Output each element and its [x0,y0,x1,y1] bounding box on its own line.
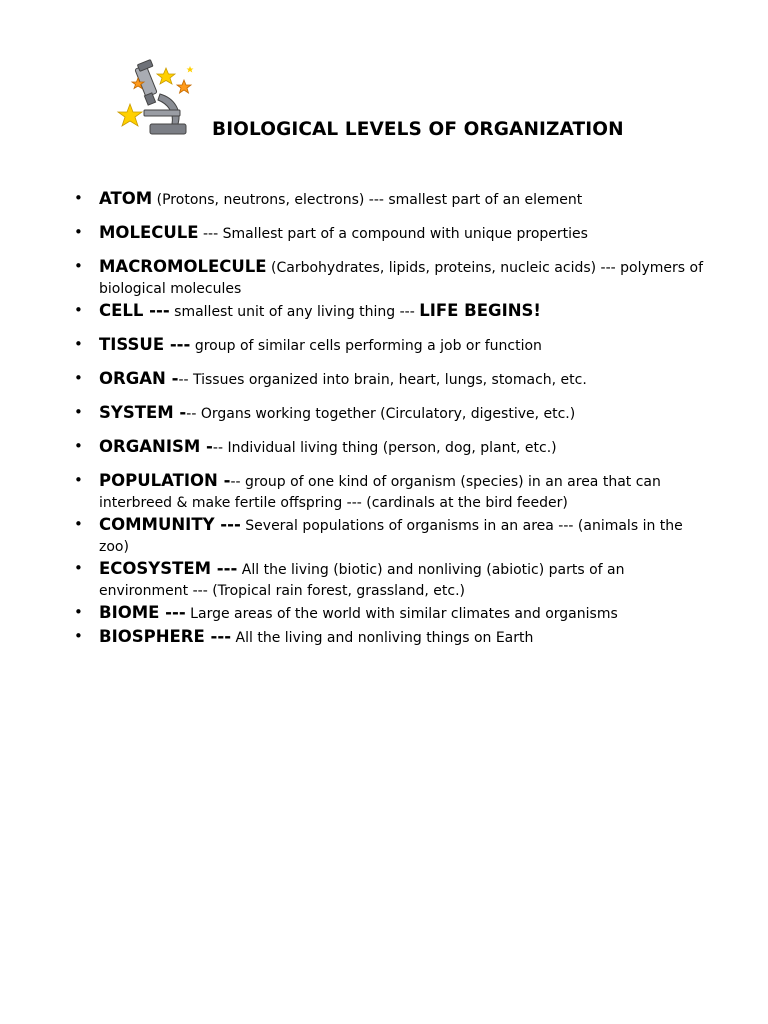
item-term: ORGANISM - [99,437,213,456]
bullet-icon: • [74,403,83,421]
item-desc: (Carbohydrates, lipids, proteins, nucleic acids) --- polymers of biological molecules [99,260,704,297]
bullet-icon: • [74,301,83,319]
list-item-system [74,403,714,424]
item-term: CELL --- [99,301,170,320]
item-desc: -- Organs working together (Circulatory, digestive, etc.) [186,406,576,422]
list-item-population [74,471,714,513]
item-term: ORGAN - [99,369,179,388]
bullet-icon: • [74,603,83,621]
item-term: TISSUE --- [99,335,191,354]
item-desc: All the living (biotic) and nonliving (abiotic) parts of an environment --- (Tropical rain forest, grassland, etc.) [99,562,625,599]
list-item-ecosystem [74,559,714,601]
item-desc: smallest unit of any living thing --- [169,304,420,320]
item-term: SYSTEM - [99,403,187,422]
bullet-icon: • [74,559,83,577]
item-term: ECOSYSTEM --- [99,559,238,578]
bullet-icon: • [74,627,83,645]
item-term: BIOSPHERE --- [99,627,232,646]
list-item-tissue [74,335,714,356]
microscope-with-stars-icon [116,58,196,142]
bullet-icon: • [74,471,83,489]
item-emphasis: LIFE BEGINS! [419,301,541,320]
bullet-icon: • [74,515,83,533]
bullet-icon: • [74,189,83,207]
list-item-organism [74,437,714,458]
item-term: BIOME --- [99,603,186,622]
bullet-icon: • [74,369,83,387]
list-item-community [74,515,714,557]
item-desc: Several populations of organisms in an area --- (animals in the zoo) [99,518,683,555]
item-desc: Large areas of the world with similar climates and organisms [185,606,618,622]
item-desc: -- Individual living thing (person, dog, plant, etc.) [212,440,557,456]
item-desc: -- Tissues organized into brain, heart, lungs, stomach, etc. [178,372,587,388]
item-term: POPULATION - [99,471,231,490]
item-desc: All the living and nonliving things on Earth [231,630,534,646]
item-desc: (Protons, neutrons, electrons) --- smallest part of an element [152,192,583,208]
list-item-biome [74,603,714,624]
bullet-icon: • [74,223,83,241]
item-term: ATOM [99,189,153,208]
list-item-cell [74,301,714,322]
list-item-molecule [74,223,714,244]
list-item-biosphere [74,627,714,648]
item-desc: --- Smallest part of a compound with unique properties [198,226,588,242]
list-item-organ [74,369,714,390]
bullet-icon: • [74,437,83,455]
item-desc: -- group of one kind of organism (species) in an area that can interbreed & make fertile offspring --- (cardinals at the bird feeder) [99,474,661,511]
item-term: MACROMOLECULE [99,257,267,276]
bullet-icon: • [74,335,83,353]
bullet-icon: • [74,257,83,275]
item-desc: group of similar cells performing a job or function [190,338,542,354]
item-term: MOLECULE [99,223,199,242]
list-item-atom [74,189,714,210]
list-item-macromolecule [74,257,714,299]
item-term: COMMUNITY --- [99,515,241,534]
levels-list [74,189,714,648]
page-title: BIOLOGICAL LEVELS OF ORGANIZATION [212,119,624,140]
